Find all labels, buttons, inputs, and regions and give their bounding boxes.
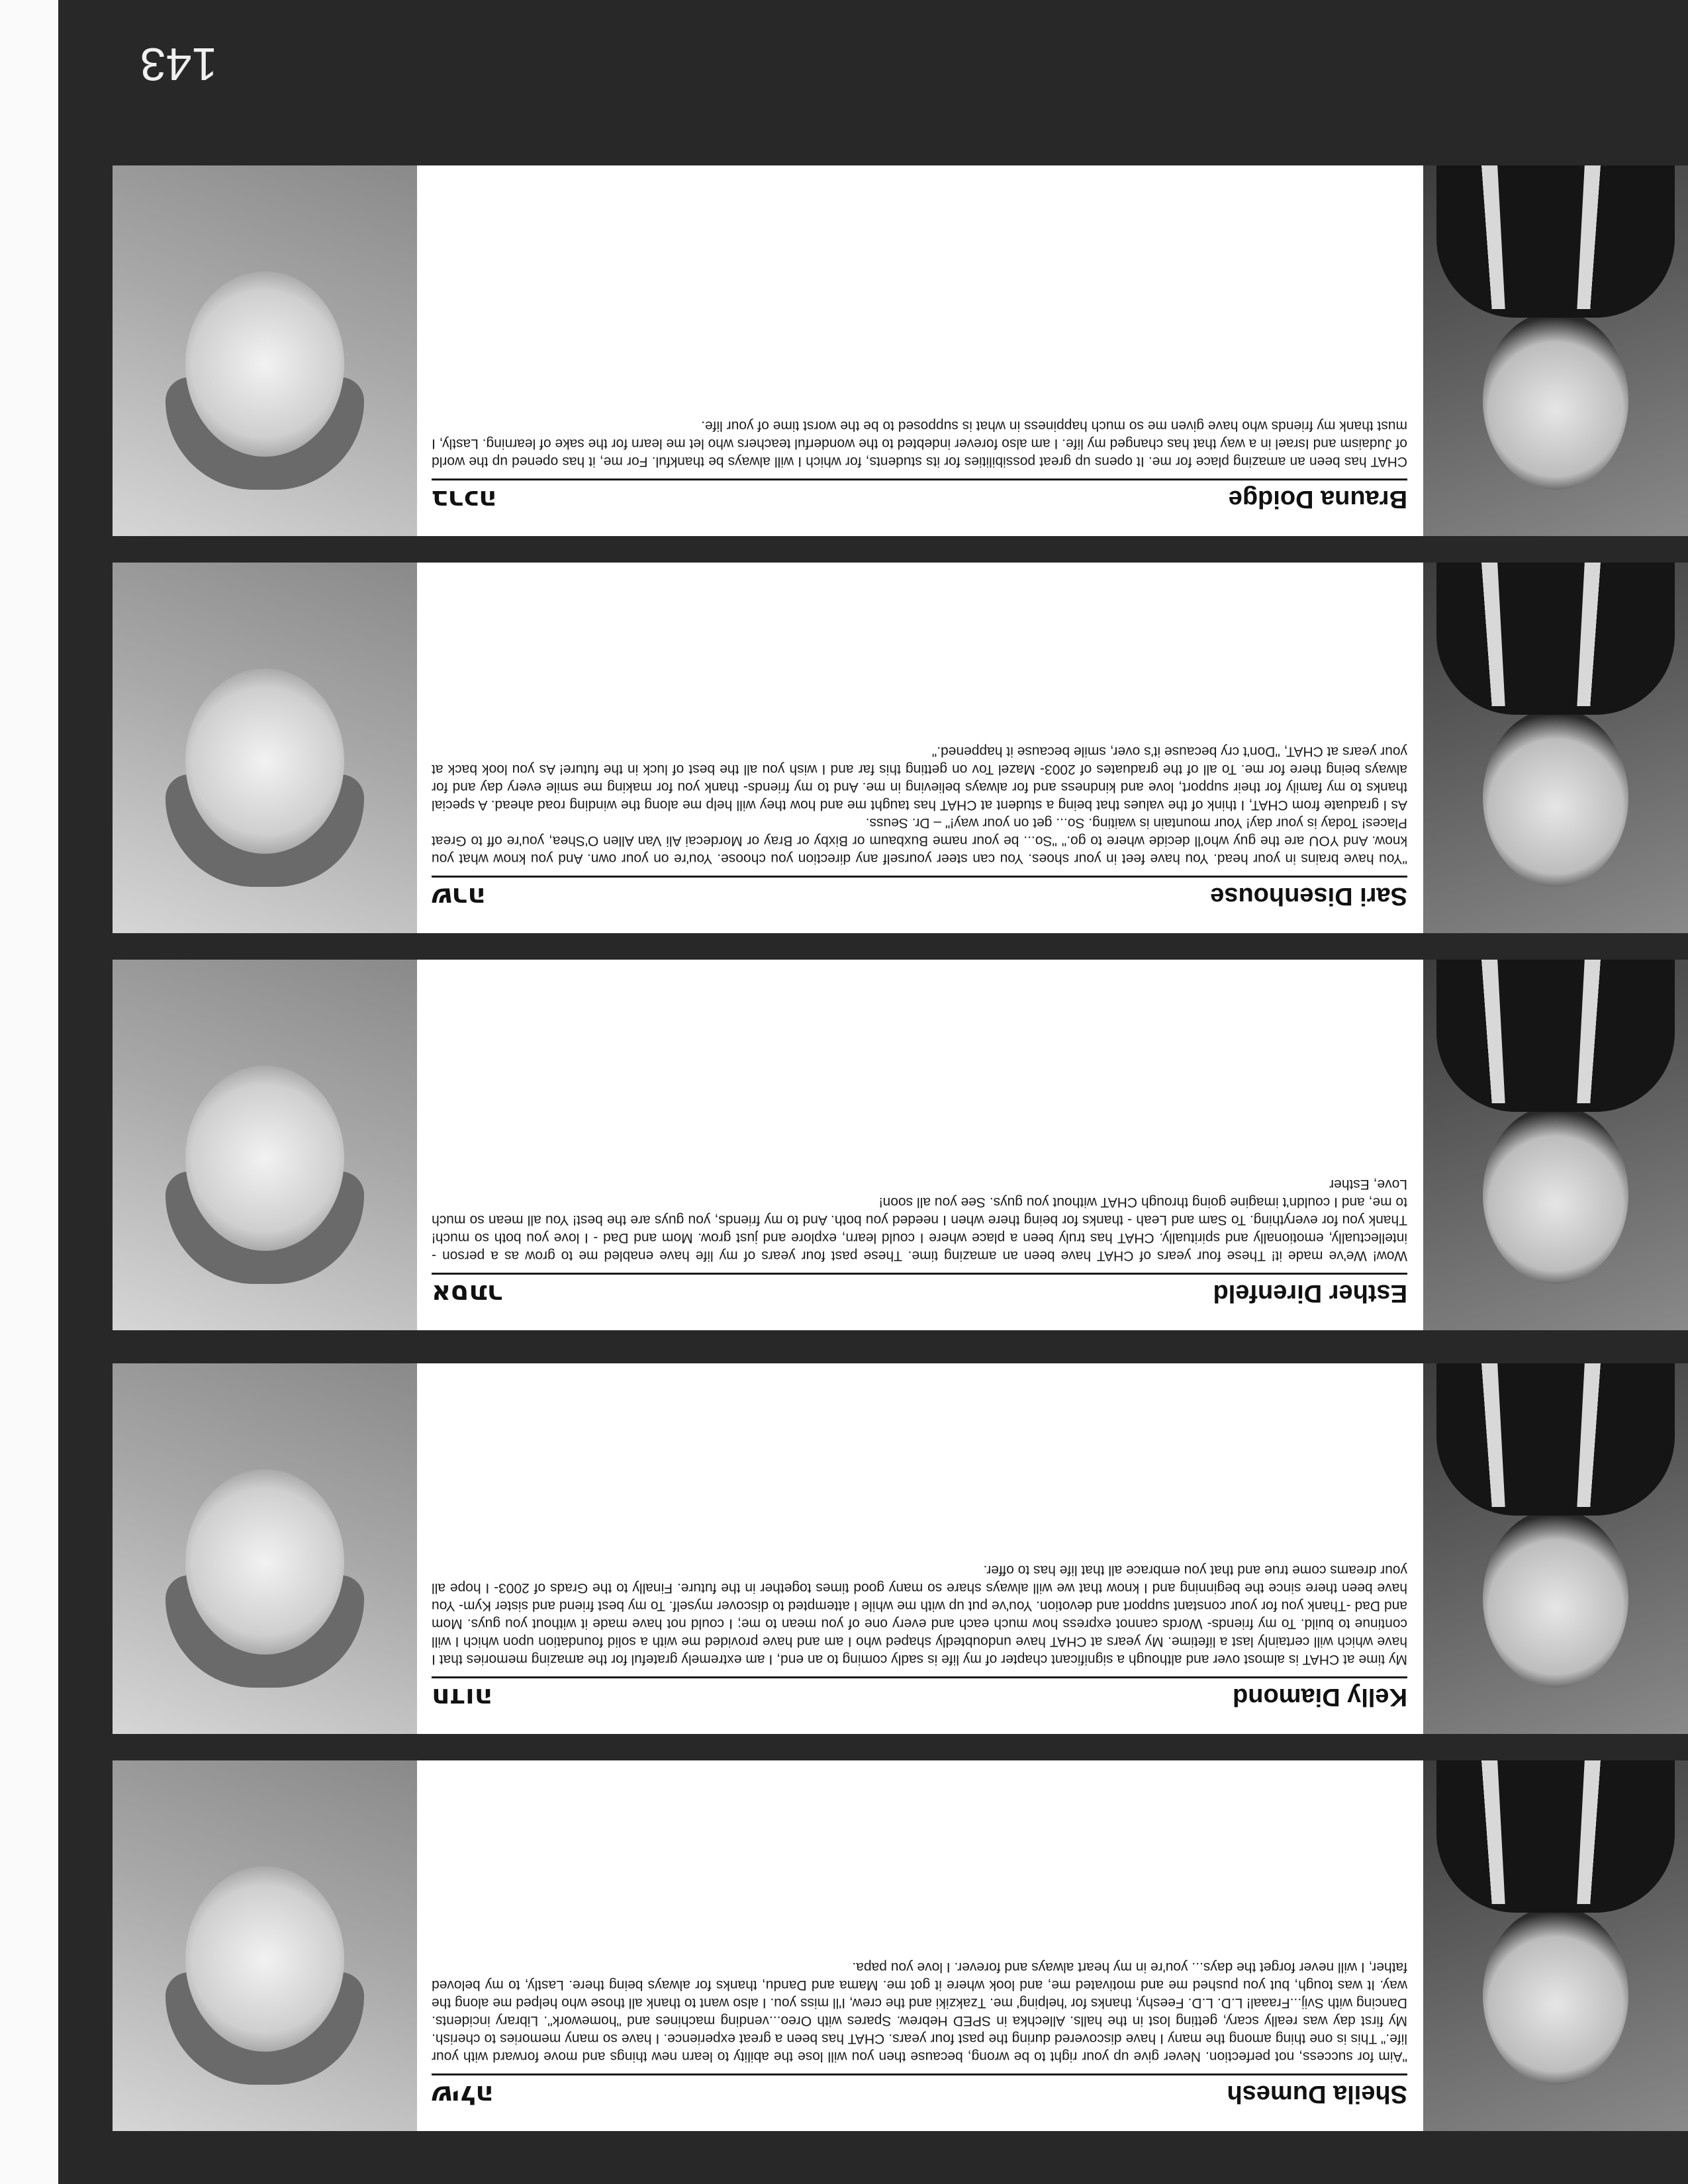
student-heading xyxy=(432,2073,1407,2118)
graduation-portrait xyxy=(1423,1363,1688,1734)
graduation-portrait xyxy=(1423,165,1688,536)
student-name: Sheila Dumesh xyxy=(1227,2080,1407,2108)
hebrew-name: ברכה xyxy=(432,484,497,515)
hebrew-name: שרה xyxy=(432,882,486,912)
childhood-photo xyxy=(113,165,417,536)
student-message: "Aim for success, not perfection. Never give up your right to be wrong, because then you will lose the ability to learn new things and move forward with your life." This is one thing among the many I have discovered during the past four years. CHAT has been a great experience. I have so many memories to cherish. My first day was really scary, getting lost in the halls. Allechka in SPED Hebrew. Spares with Oreo...vending machines and "homework". Library incidents. Dancing with Svij...Fraaal! L.D. L.D. Feeshy, thanks for 'helping' me. Tzakziki and the crew, I'll miss you. I also want to thank all those who helped me along the way. It was tough, but you pushed me and motivated me, and look where it got me. Mama and Dandu, thanks for always being there. Lastly, to my beloved father, I will never forget the days... you're in my heart always and forever. I love you papa. xyxy=(432,1960,1407,2064)
graduation-portrait xyxy=(1423,960,1688,1330)
childhood-photo xyxy=(113,563,417,933)
graduation-portrait xyxy=(1423,1760,1688,2131)
student-name: Kelly Diamond xyxy=(1233,1683,1407,1711)
hebrew-name: אסתר xyxy=(432,1279,503,1309)
student-card xyxy=(113,1760,1688,2131)
student-heading xyxy=(432,1273,1407,1317)
student-heading xyxy=(432,478,1407,523)
page-number: 143 xyxy=(140,38,218,90)
childhood-photo xyxy=(113,960,417,1330)
student-message: CHAT has been an amazing place for me. It opens up great possibilities for its students, for which I will always be thankful. For me, it has opened up the world of Judaism and Israel in a way that has changed my life. I am also forever indebted to the wonderful teachers who let me learn for the sake of learning. Lastly, I must thank my friends who have given me so much happiness in what is supposed to be the worst time of your life. xyxy=(432,418,1407,469)
student-message: My time at CHAT is almost over and although a significant chapter of my life is sadly coming to an end, I am extremely grateful for the amazing memories that I have which will certainly last a lifetime. My years at CHAT have undoubtedly shaped who I am and have provided me with a solid foundation upon which I will continue to build. To my friends- Words cannot express how much each and every one of you mean to me; I could not have made it without you guys. Mom and Dad -Thank you for your constant support and devotion. You've put up with me while I attempted to discover myself. To my best friend and sister Kym- You have been there since the beginning and I know that we will always share so many good times together in the future. Finally to the Grads of 2003- I hope all your dreams come true and that you embrace all that life has to offer. xyxy=(432,1563,1407,1667)
student-text-panel xyxy=(417,563,1423,933)
childhood-photo xyxy=(113,1760,417,2131)
student-card xyxy=(113,960,1688,1330)
student-message: Wow! We've made it! These four years of CHAT have been an amazing time. These past four years of my life have enabled me to grow as a person - intellectually, emotionally and spiritually. CHAT has truly been a place where I could learn, explore and just grow. Mom and Dad - I love you both so much! Thank you for everything. To Sam and Leah - thanks for being there when I needed you both. And to my friends, you guys are the best! You all mean so much to me, and I couldn't imagine going through CHAT without you guys. See you all soon! Love, Esther xyxy=(432,1177,1407,1263)
student-text-panel xyxy=(417,165,1423,536)
student-card xyxy=(113,165,1688,536)
graduation-portrait xyxy=(1423,563,1688,933)
childhood-photo xyxy=(113,1363,417,1734)
student-name: Esther Direnfeld xyxy=(1213,1279,1407,1307)
hebrew-name: שילה xyxy=(432,2079,494,2110)
student-card xyxy=(113,563,1688,933)
student-name: Brauna Doidge xyxy=(1228,485,1407,513)
student-text-panel xyxy=(417,960,1423,1330)
student-heading xyxy=(432,1676,1407,1721)
student-message: "You have brains in your head. You have feet in your shoes. You can steer yourself any direction you choose. You're on your own. And you know what you know. And YOU are the guy who'll decide where to go." "So... be your name Buxbaum or Bixby or Bray or Mordecai Ali Van Allen O'Shea, you're off to Great Places! Today is your day! Your mountain is waiting. So... get on your way!" – Dr. Seuss. As I graduate from CHAT, I think of the values that being a student at CHAT has taught me and how they will help me along the winding road ahead. A special thanks to my family for their support, love and kindness and for always believing in me. And to my friends- thank you for making me smile every day and for always being there for me. To all of the graduates of 2003- Mazel Tov on getting this far and I wish you all the best of luck in the future! As you look back at your years at CHAT, "Don't cry because it's over, smile because it happened." xyxy=(432,744,1407,866)
student-heading xyxy=(432,876,1407,920)
student-text-panel xyxy=(417,1760,1423,2131)
hebrew-name: חדוה xyxy=(432,1682,493,1713)
student-name: Sari Disenhouse xyxy=(1210,882,1407,910)
student-card xyxy=(113,1363,1688,1734)
student-text-panel xyxy=(417,1363,1423,1734)
